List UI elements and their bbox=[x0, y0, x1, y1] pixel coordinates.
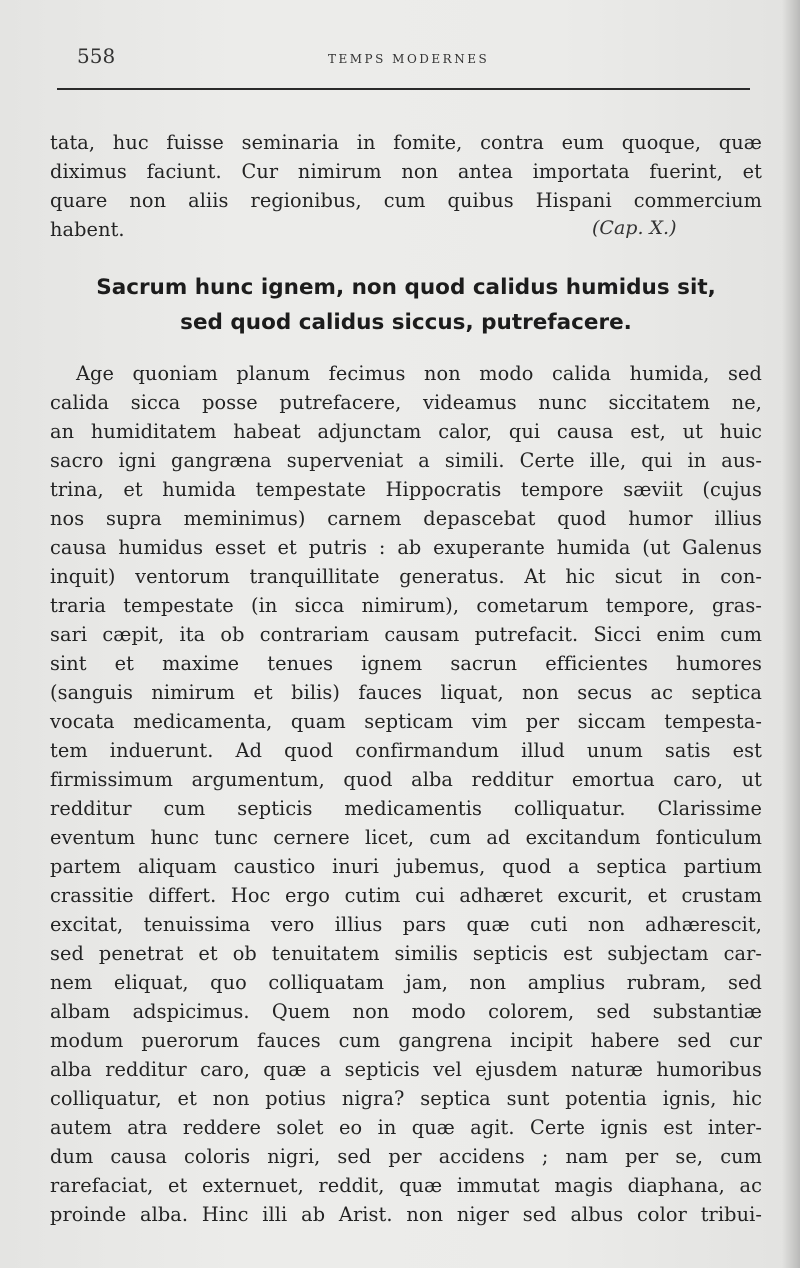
chapter-reference: (Cap. X.) bbox=[592, 217, 677, 239]
running-head: TEMPS MODERNES bbox=[328, 52, 490, 66]
header-rule bbox=[57, 88, 750, 90]
text-line: sint et maxime tenues ignem sacrun efficientes humores bbox=[50, 652, 762, 675]
text-line: (sanguis nimirum et bilis) fauces liquat, non secus ac septica bbox=[50, 681, 762, 704]
text-line: habent. bbox=[50, 218, 125, 241]
text-line: an humiditatem habeat adjunctam calor, qui causa est, ut huic bbox=[50, 420, 762, 443]
text-line: nem eliquat, quo colliquatam jam, non amplius rubram, sed bbox=[50, 971, 762, 994]
text-line: partem aliquam caustico inuri jubemus, quod a septica partium bbox=[50, 855, 762, 878]
text-line: tata, huc fuisse seminaria in fomite, contra eum quoque, quæ bbox=[50, 131, 762, 154]
heading-line: sed quod calidus siccus, putrefacere. bbox=[180, 310, 632, 335]
text-line: diximus faciunt. Cur nimirum non antea importata fuerint, et bbox=[50, 160, 762, 183]
text-line: albam adspicimus. Quem non modo colorem, sed substantiæ bbox=[50, 1000, 762, 1023]
text-line: traria tempestate (in sicca nimirum), cometarum tempore, gras- bbox=[50, 594, 762, 617]
text-line: crassitie differt. Hoc ergo cutim cui adhæret excurit, et crustam bbox=[50, 884, 762, 907]
text-line: sed penetrat et ob tenuitatem similis septicis est subjectam car- bbox=[50, 942, 762, 965]
text-line: trina, et humida tempestate Hippocratis tempore sæviit (cujus bbox=[50, 478, 762, 501]
text-line: inquit) ventorum tranquillitate generatus. At hic sicut in con- bbox=[50, 565, 762, 588]
text-line: quare non aliis regionibus, cum quibus Hispani commercium bbox=[50, 189, 762, 212]
page-edge-shadow bbox=[782, 0, 800, 1268]
text-line: firmissimum argumentum, quod alba redditur emortua caro, ut bbox=[50, 768, 762, 791]
text-line: dum causa coloris nigri, sed per accidens ; nam per se, cum bbox=[50, 1145, 762, 1168]
text-line: nos supra meminimus) carnem depascebat quod humor illius bbox=[50, 507, 762, 530]
text-line: alba redditur caro, quæ a septicis vel ejusdem naturæ humoribus bbox=[50, 1058, 762, 1081]
text-line: colliquatur, et non potius nigra? septica sunt potentia ignis, hic bbox=[50, 1087, 762, 1110]
text-line: causa humidus esset et putris : ab exuperante humida (ut Galenus bbox=[50, 536, 762, 559]
text-line: vocata medicamenta, quam septicam vim per siccam tempesta- bbox=[50, 710, 762, 733]
text-line: tem induerunt. Ad quod confirmandum illud unum satis est bbox=[50, 739, 762, 762]
page-number: 558 bbox=[77, 44, 116, 68]
text-line: sari cæpit, ita ob contrariam causam putrefacit. Sicci enim cum bbox=[50, 623, 762, 646]
text-line: proinde alba. Hinc illi ab Arist. non niger sed albus color tribui- bbox=[50, 1203, 762, 1226]
text-line: Age quoniam planum fecimus non modo calida humida, sed bbox=[76, 362, 762, 385]
text-line: rarefaciat, et externuet, reddit, quæ immutat magis diaphana, ac bbox=[50, 1174, 762, 1197]
text-line: sacro igni gangræna superveniat a simili. Certe ille, qui in aus- bbox=[50, 449, 762, 472]
text-line: modum puerorum fauces cum gangrena incipit habere sed cur bbox=[50, 1029, 762, 1052]
heading-line: Sacrum hunc ignem, non quod calidus humidus sit, bbox=[96, 275, 716, 300]
text-line: autem atra reddere solet eo in quæ agit. Certe ignis est inter- bbox=[50, 1116, 762, 1139]
text-line: calida sicca posse putrefacere, videamus nunc siccitatem ne, bbox=[50, 391, 762, 414]
text-line: redditur cum septicis medicamentis colliquatur. Clarissime bbox=[50, 797, 762, 820]
text-line: excitat, tenuissima vero illius pars quæ cuti non adhærescit, bbox=[50, 913, 762, 936]
text-line: eventum hunc tunc cernere licet, cum ad excitandum fonticulum bbox=[50, 826, 762, 849]
